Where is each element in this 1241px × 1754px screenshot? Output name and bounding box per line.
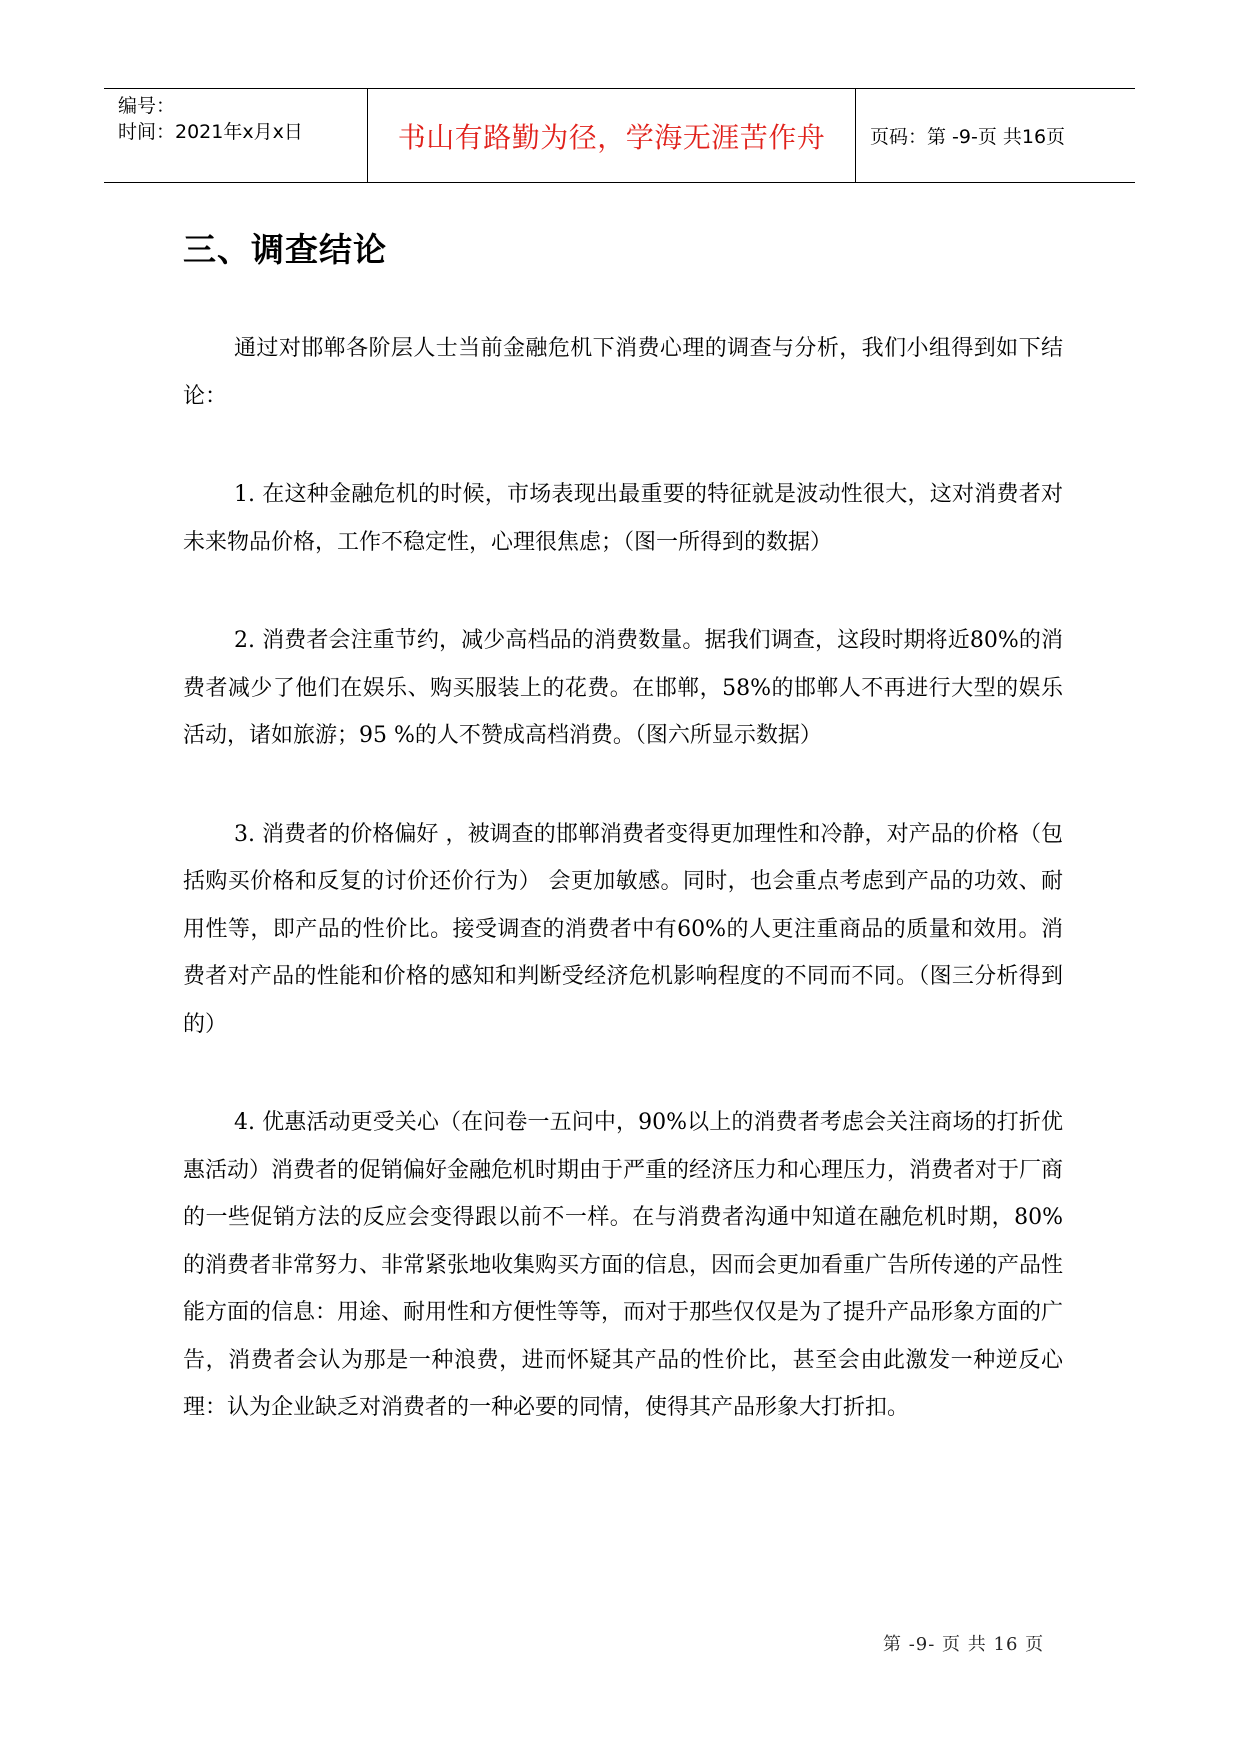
page-footer: 第 -9- 页 共 16 页: [883, 1634, 1045, 1655]
page-header: [104, 88, 1135, 183]
intro-paragraph: 通过对邯郸各阶层人士当前金融危机下消费心理的调查与分析，我们小组得到如下结论：: [183, 336, 1063, 409]
header-meta-cell: [104, 89, 368, 182]
motto-text: 书山有路勤为径，学海无涯苦作舟: [397, 120, 826, 154]
conclusion-2-paragraph: 2. 消费者会注重节约，减少高档品的消费数量。据我们调查，这段时期将近80%的消费者减少了他们在娱乐、购买服装上的花费。在邯郸，58%的邯郸人不再进行大型的娱乐活动，诸如旅游；95 %的人不赞成高档消费。（图六所显示数据）: [183, 628, 1063, 748]
conclusion-1-paragraph: 1. 在这种金融危机的时候，市场表现出最重要的特征就是波动性很大，这对消费者对未来物品价格，工作不稳定性，心理很焦虑；（图一所得到的数据）: [183, 482, 1063, 555]
conclusion-3-paragraph: 3. 消费者的价格偏好 ，被调查的邯郸消费者变得更加理性和冷静，对产品的价格（包括购买价格和反复的讨价还价行为） 会更加敏感。同时，也会重点考虑到产品的功效、耐用性等，即产品的性价比。接受调查的消费者中有60%的人更注重商品的质量和效用。消费者对产品的性能和价格的感知和判断受经济危机影响程度的不同而不同。（图三分析得到的）: [183, 821, 1063, 1037]
page-info: 页码：第 -9-页 共16页: [870, 126, 1066, 148]
conclusion-4-paragraph: 4. 优惠活动更受关心（在问卷一五问中，90%以上的消费者考虑会关注商场的打折优惠活动）消费者的促销偏好金融危机时期由于严重的经济压力和心理压力，消费者对于厂商的一些促销方法的反应会变得跟以前不一样。在与消费者沟通中知道在融危机时期，80%的消费者非常努力、非常紧张地收集购买方面的信息，因而会更加看重广告所传递的产品性能方面的信息：用途、耐用性和方便性等等，而对于那些仅仅是为了提升产品形象方面的广告，消费者会认为那是一种浪费，进而怀疑其产品的性价比，甚至会由此激发一种逆反心理：认为企业缺乏对消费者的一种必要的同情，使得其产品形象大打折扣。: [183, 1110, 1064, 1420]
section-title: 三、调查结论: [183, 230, 387, 269]
header-page-cell: [856, 89, 1135, 182]
number-label: 编号：: [118, 95, 176, 117]
date-label: 时间：2021年x月x日: [118, 121, 303, 143]
document-body: [183, 325, 1063, 1483]
header-motto-cell: [368, 89, 856, 182]
